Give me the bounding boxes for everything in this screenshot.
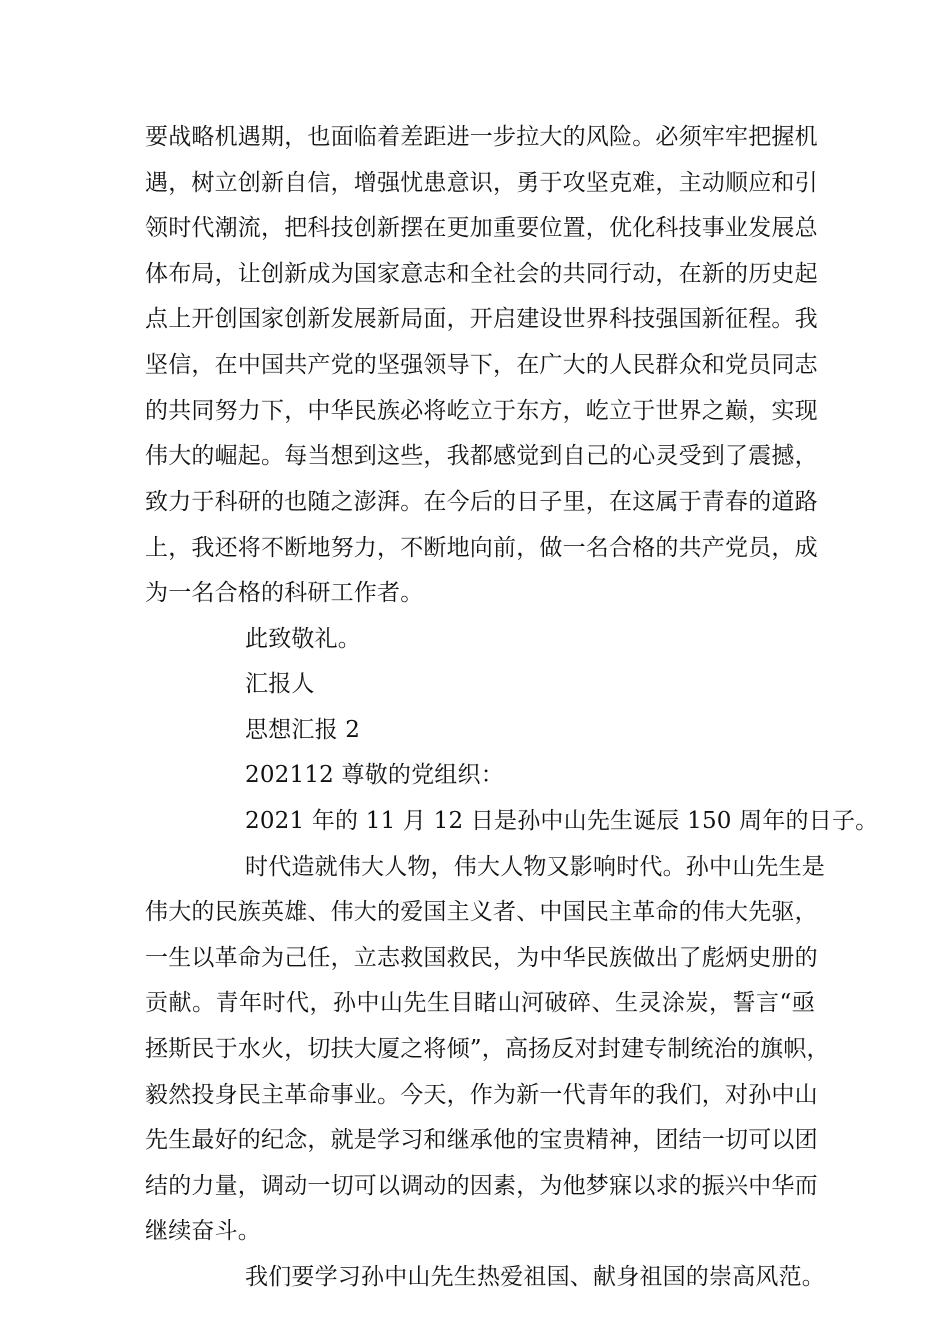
body-text-line: 我们要学习孙中山先生热爱祖国、献身祖国的崇高风范。 (245, 1264, 825, 1290)
greeting-line: 202112 尊敬的党组织： (245, 762, 504, 788)
body-text-line: 上，我还将不断地努力，不断地向前，做一名合格的共产党员，成 (145, 535, 818, 561)
closing-salutation: 此致敬礼。 (245, 626, 361, 652)
reporter-label: 汇报人 (245, 671, 315, 697)
body-text-line: 伟大的崛起。每当想到这些，我都感觉到自己的心灵受到了震撼， (145, 443, 818, 469)
body-text-line: 一生以革命为己任，立志救国救民，为中华民族做出了彪炳史册的 (145, 945, 818, 971)
body-text-line: 先生最好的纪念，就是学习和继承他的宝贵精神，团结一切可以团 (145, 1127, 818, 1153)
body-text-line: 时代造就伟大人物，伟大人物又影响时代。孙中山先生是 (245, 854, 825, 880)
body-text-line: 贡献。青年时代，孙中山先生目睹山河破碎、生灵涂炭，誓言“亟 (145, 990, 815, 1016)
body-text-line: 拯斯民于水火，切扶大厦之将倾”，高扬反对封建专制统治的旗帜， (145, 1036, 830, 1062)
body-text-line: 致力于科研的也随之澎湃。在今后的日子里，在这属于青春的道路 (145, 489, 818, 515)
body-text-line: 毅然投身民主革命事业。今天，作为新一代青年的我们，对孙中山 (145, 1082, 818, 1108)
body-text-line: 继续奋斗。 (145, 1218, 261, 1244)
section-heading: 思想汇报 2 (245, 717, 361, 743)
body-text-line: 为一名合格的科研工作者。 (145, 580, 424, 606)
body-text-line: 结的力量，调动一切可以调动的因素，为他梦寐以求的振兴中华而 (145, 1173, 818, 1199)
body-text-line: 的共同努力下，中华民族必将屹立于东方，屹立于世界之巅，实现 (145, 398, 818, 424)
body-text-line: 2021 年的 11 月 12 日是孙中山先生诞辰 150 周年的日子。 (245, 808, 879, 834)
body-text-line: 体布局，让创新成为国家意志和全社会的共同行动，在新的历史起 (145, 261, 818, 287)
body-text-line: 点上开创国家创新发展新局面，开启建设世界科技强国新征程。我 (145, 306, 818, 332)
body-text-line: 遇，树立创新自信，增强忧患意识，勇于攻坚克难，主动顺应和引 (145, 170, 818, 196)
body-text-line: 坚信，在中国共产党的坚强领导下，在广大的人民群众和党员同志 (145, 352, 818, 378)
body-text-line: 领时代潮流，把科技创新摆在更加重要位置，优化科技事业发展总 (145, 215, 818, 241)
body-text-line: 要战略机遇期，也面临着差距进一步拉大的风险。必须牢牢把握机 (145, 124, 818, 150)
body-text-line: 伟大的民族英雄、伟大的爱国主义者、中国民主革命的伟大先驱， (145, 899, 818, 925)
